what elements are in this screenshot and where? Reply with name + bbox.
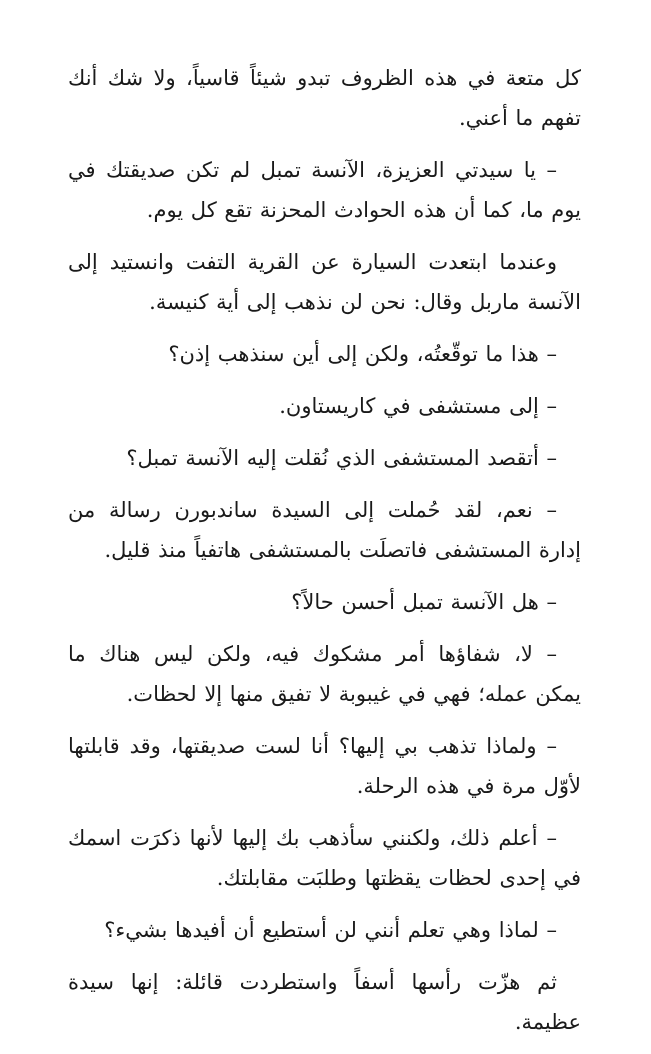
paragraph: – نعم، لقد حُملت إلى السيدة ساندبورن رسالة من إدارة المستشفى فاتصلَت بالمستشفى هاتفياً منذ قليل. bbox=[68, 498, 581, 562]
paragraph: – أعلم ذلك، ولكنني سأذهب بك إليها لأنها ذكرَت اسمك في إحدى لحظات يقظتها وطلبَت مقابلتك. bbox=[68, 826, 581, 890]
paragraph: – هل الآنسة تمبل أحسن حالاً؟ bbox=[291, 590, 557, 614]
paragraph: ثم هزّت رأسها أسفاً واستطردت قائلة: إنها سيدة عظيمة. bbox=[68, 970, 581, 1034]
paragraph: – ولماذا تذهب بي إليها؟ أنا لست صديقتها، وقد قابلتها لأوّل مرة في هذه الرحلة. bbox=[68, 734, 581, 798]
paragraph: – يا سيدتي العزيزة، الآنسة تمبل لم تكن صديقتك في يوم ما، كما أن هذه الحوادث المحزنة تقع كل يوم. bbox=[68, 158, 581, 222]
paragraph: – لا، شفاؤها أمر مشكوك فيه، ولكن ليس هناك ما يمكن عمله؛ فهي في غيبوبة لا تفيق منها إلا لحظات. bbox=[68, 642, 581, 706]
book-page bbox=[68, 58, 581, 1054]
paragraph: – إلى مستشفى في كاريستاون. bbox=[279, 394, 557, 418]
paragraph: وعندما ابتعدت السيارة عن القرية التفت وانستيد إلى الآنسة ماربل وقال: نحن لن نذهب إلى أية كنيسة. bbox=[68, 250, 581, 314]
paragraph: – أتقصد المستشفى الذي نُقلت إليه الآنسة تمبل؟ bbox=[126, 446, 557, 470]
paragraph: – لماذا وهي تعلم أنني لن أستطيع أن أفيدها بشيء؟ bbox=[104, 918, 557, 942]
paragraph: كل متعة في هذه الظروف تبدو شيئاً قاسياً، ولا شك أنك تفهم ما أعني. bbox=[68, 66, 581, 130]
paragraph: – هذا ما توقّعتُه، ولكن إلى أين سنذهب إذن؟ bbox=[168, 342, 557, 366]
